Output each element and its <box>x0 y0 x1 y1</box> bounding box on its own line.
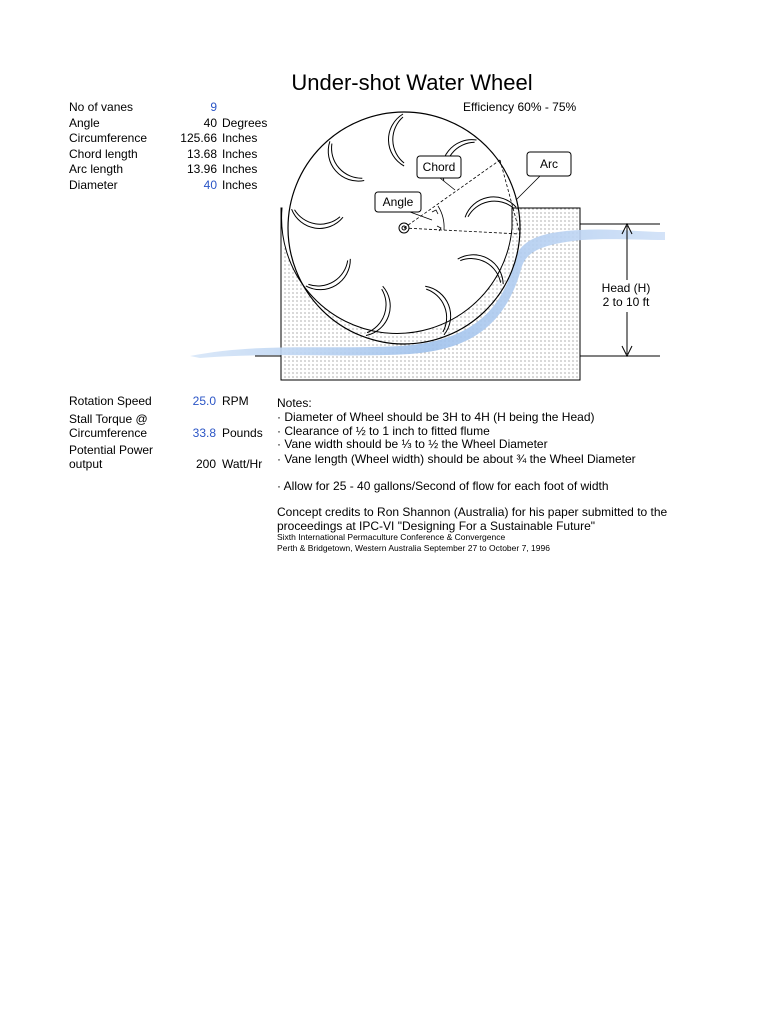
notes-heading: Notes: <box>277 396 312 410</box>
param-label: Chord length <box>69 146 138 161</box>
head-label-2: 2 to 10 ft <box>602 295 650 309</box>
param-unit: Inches <box>222 162 258 176</box>
param-value: 13.96 <box>186 162 217 176</box>
param-value: 40 <box>203 115 217 130</box>
chord-line <box>500 160 520 234</box>
note-2: · Clearance of ½ to 1 inch to fitted flume <box>277 424 490 438</box>
vane <box>366 286 390 335</box>
credits-line-2: proceedings at IPC-VI "Designing For a Sustainable Future" <box>277 519 596 533</box>
param-label: Diameter <box>69 177 118 192</box>
efficiency-text: Efficiency 60% - 75% <box>463 100 577 114</box>
power-unit: Watt/Hr <box>222 457 263 471</box>
radius-line-lower <box>404 228 520 234</box>
param-label: Angle <box>69 115 100 130</box>
vane <box>328 141 364 181</box>
credits-small-1: Sixth International Permaculture Conference & Convergence <box>277 532 506 542</box>
param-unit: Inches <box>222 131 258 145</box>
note-4: · Vane length (Wheel width) should be about ¾ the Wheel Diameter <box>277 452 636 466</box>
param-unit: Inches <box>222 177 258 192</box>
vane <box>332 144 363 179</box>
stall-torque-label-2: Circumference <box>69 426 148 440</box>
vane <box>308 260 347 286</box>
param-value: 125.66 <box>180 131 217 145</box>
stall-torque-unit: Pounds <box>222 426 263 440</box>
vane <box>393 117 404 163</box>
param-unit: Degrees <box>222 115 268 130</box>
param-value: 13.68 <box>186 146 217 161</box>
param-value: 9 <box>210 100 217 114</box>
angle-arc <box>438 206 444 230</box>
note-3: · Vane width should be ⅓ to ½ the Wheel Diameter <box>277 437 548 451</box>
power-label-2: output <box>69 457 103 471</box>
param-value: 40 <box>203 177 217 192</box>
page-title: Under-shot Water Wheel <box>291 70 533 95</box>
note-1: · Diameter of Wheel should be 3H to 4H (H being the Head) <box>277 410 595 424</box>
param-label: Circumference <box>69 131 148 145</box>
param-label: No of vanes <box>69 100 134 114</box>
rotation-speed-value: 25.0 <box>192 394 216 408</box>
credits-line-1: Concept credits to Ron Shannon (Australia) for his paper submitted to the <box>277 505 668 519</box>
chord-label: Chord <box>422 160 456 174</box>
vane <box>465 197 516 217</box>
angle-label: Angle <box>382 195 414 209</box>
flow-note: · Allow for 25 - 40 gallons/Second of flow for each foot of width <box>277 479 609 493</box>
arc-label: Arc <box>540 157 558 171</box>
head-label-1: Head (H) <box>601 281 651 295</box>
stall-torque-value: 33.8 <box>192 426 216 440</box>
stall-torque-label-1: Stall Torque @ <box>69 412 148 426</box>
vane <box>292 209 343 228</box>
vane <box>389 114 405 166</box>
rotation-speed-unit: RPM <box>222 394 249 408</box>
credits-small-2: Perth & Bridgetown, Western Australia September 27 to October 7, 1996 <box>277 543 550 553</box>
param-label: Arc length <box>69 162 124 176</box>
param-unit: Inches <box>222 146 258 161</box>
power-label-1: Potential Power <box>69 443 154 457</box>
rotation-speed-label: Rotation Speed <box>69 394 152 408</box>
power-value: 200 <box>195 457 216 471</box>
